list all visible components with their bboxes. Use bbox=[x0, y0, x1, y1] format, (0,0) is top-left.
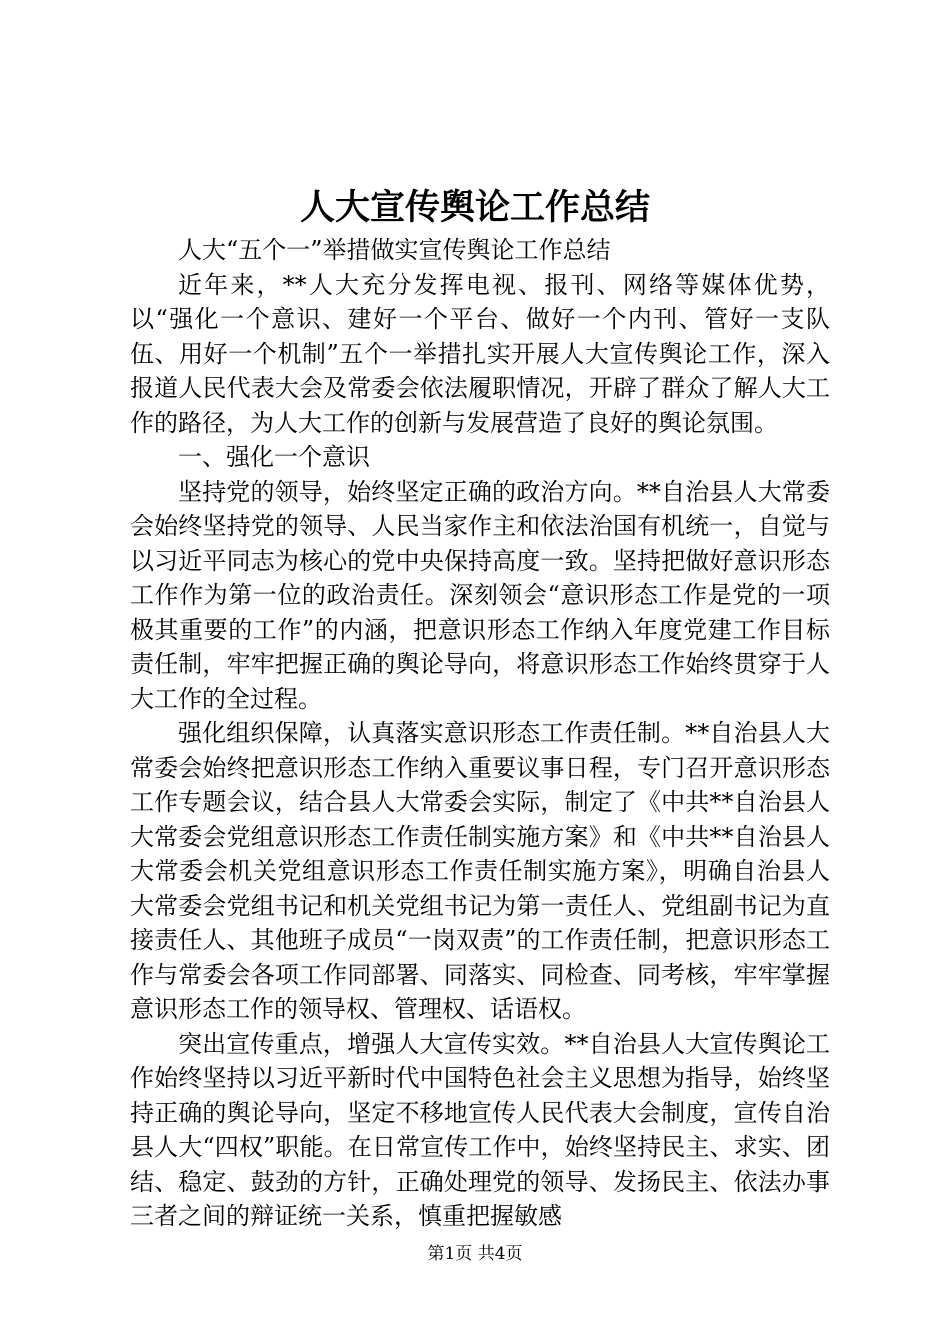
document-body bbox=[130, 233, 830, 1234]
paragraph: 强化组织保障，认真落实意识形态工作责任制。**自治县人大常委会始终把意识形态工作纳入重要议事日程，专门召开意识形态工作专题会议，结合县人大常委会实际，制定了《中共**自治县人大常委会党组意识形态工作责任制实施方案》和《中共**自治县人大常委会机关党组意识形态工作责任制实施方案》，明确自治县人大常委会党组书记和机关党组书记为第一责任人、党组副书记为直接责任人、其他班子成员“一岗双责”的工作责任制，把意识形态工作与常委会各项工作同部署、同落实、同检查、同考核，牢牢掌握意识形态工作的领导权、管理权、话语权。 bbox=[130, 719, 830, 1023]
document-title: 人大宣传舆论工作总结 bbox=[299, 187, 650, 228]
paragraph: 突出宣传重点，增强人大宣传实效。**自治县人大宣传舆论工作始终坚持以习近平新时代中国特色社会主义思想为指导，始终坚持正确的舆论导向，坚定不移地宣传人民代表大会制度，宣传自治县人大“四权”职能。在日常宣传工作中，始终坚持民主、求实、团结、稳定、鼓劲的方针，正确处理党的领导、发扬民主、依法办事三者之间的辩证统一关系，慎重把握敏感 bbox=[130, 1029, 830, 1230]
paragraph-subtitle: 人大“五个一”举措做实宣传舆论工作总结 bbox=[178, 236, 611, 264]
page-number: 第1页 共4页 bbox=[427, 1244, 523, 1264]
section-heading: 一、强化一个意识 bbox=[178, 443, 370, 471]
paragraph-intro: 近年来，**人大充分发挥电视、报刊、网络等媒体优势，以“强化一个意识、建好一个平台、做好一个内刊、管好一支队伍、用好一个机制”五个一举措扎实开展人大宣传舆论工作，深入报道人民代表大会及常委会依法履职情况，开辟了群众了解人大工作的路径，为人大工作的创新与发展营造了良好的舆论氛围。 bbox=[130, 270, 830, 437]
paragraph: 坚持党的领导，始终坚定正确的政治方向。**自治县人大常委会始终坚持党的领导、人民当家作主和依法治国有机统一，自觉与以习近平同志为核心的党中央保持高度一致。坚持把做好意识形态工作作为第一位的政治责任。深刻领会“意识形态工作是党的一项极其重要的工作”的内涵，把意识形态工作纳入年度党建工作目标责任制，牢牢把握正确的舆论导向，将意识形态工作始终贯穿于人大工作的全过程。 bbox=[130, 477, 830, 713]
